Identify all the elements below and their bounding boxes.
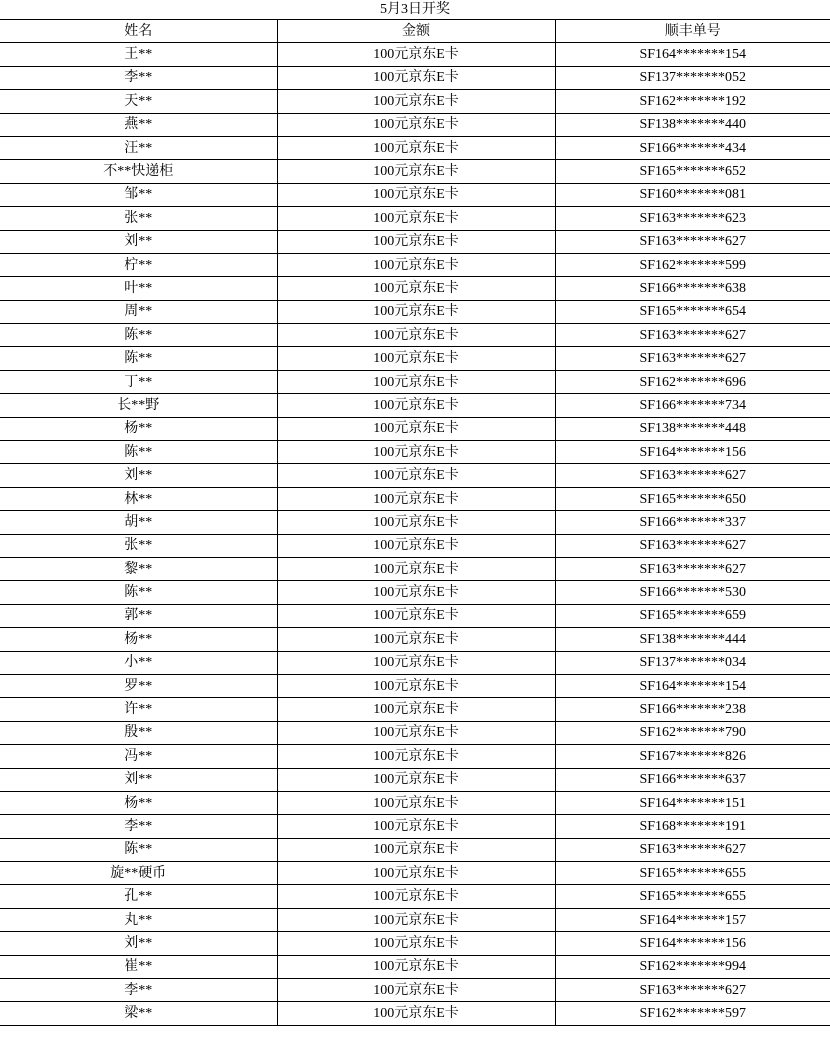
- cell-amount: 100元京东E卡: [277, 487, 555, 510]
- cell-amount: 100元京东E卡: [277, 230, 555, 253]
- column-header-amount: 金额: [277, 20, 555, 43]
- cell-waybill: SF166*******734: [555, 394, 830, 417]
- cell-name: 黎**: [0, 557, 277, 580]
- cell-waybill: SF138*******444: [555, 628, 830, 651]
- table-row: [0, 534, 830, 557]
- cell-waybill: SF164*******151: [555, 791, 830, 814]
- table-row: [0, 136, 830, 159]
- cell-name: 许**: [0, 698, 277, 721]
- cell-waybill: SF162*******790: [555, 721, 830, 744]
- cell-waybill: SF164*******156: [555, 441, 830, 464]
- table-row: [0, 745, 830, 768]
- table-row: [0, 324, 830, 347]
- cell-name: 邹**: [0, 183, 277, 206]
- cell-waybill: SF160*******081: [555, 183, 830, 206]
- cell-name: 陈**: [0, 838, 277, 861]
- cell-amount: 100元京东E卡: [277, 791, 555, 814]
- cell-amount: 100元京东E卡: [277, 698, 555, 721]
- table-row: [0, 1002, 830, 1025]
- cell-name: 丁**: [0, 370, 277, 393]
- table-row: [0, 90, 830, 113]
- cell-amount: 100元京东E卡: [277, 160, 555, 183]
- cell-amount: 100元京东E卡: [277, 721, 555, 744]
- cell-name: 李**: [0, 815, 277, 838]
- cell-name: 丸**: [0, 908, 277, 931]
- cell-waybill: SF163*******627: [555, 464, 830, 487]
- table-row: [0, 394, 830, 417]
- cell-waybill: SF164*******156: [555, 932, 830, 955]
- cell-amount: 100元京东E卡: [277, 43, 555, 66]
- table-row: [0, 721, 830, 744]
- cell-amount: 100元京东E卡: [277, 183, 555, 206]
- table-row: [0, 300, 830, 323]
- cell-waybill: SF166*******238: [555, 698, 830, 721]
- cell-name: 陈**: [0, 441, 277, 464]
- cell-waybill: SF166*******637: [555, 768, 830, 791]
- cell-name: 刘**: [0, 932, 277, 955]
- cell-amount: 100元京东E卡: [277, 955, 555, 978]
- cell-amount: 100元京东E卡: [277, 464, 555, 487]
- cell-waybill: SF162*******597: [555, 1002, 830, 1025]
- cell-amount: 100元京东E卡: [277, 628, 555, 651]
- page-title: 5月3日开奖: [380, 2, 450, 17]
- cell-name: 刘**: [0, 230, 277, 253]
- table-header-row: [0, 20, 830, 43]
- cell-waybill: SF162*******994: [555, 955, 830, 978]
- cell-name: 张**: [0, 207, 277, 230]
- table-row: [0, 277, 830, 300]
- cell-amount: 100元京东E卡: [277, 908, 555, 931]
- cell-name: 周**: [0, 300, 277, 323]
- cell-waybill: SF166*******530: [555, 581, 830, 604]
- cell-name: 旋**硬币: [0, 862, 277, 885]
- table-row: [0, 253, 830, 276]
- cell-amount: 100元京东E卡: [277, 932, 555, 955]
- cell-amount: 100元京东E卡: [277, 90, 555, 113]
- cell-waybill: SF165*******654: [555, 300, 830, 323]
- cell-amount: 100元京东E卡: [277, 253, 555, 276]
- cell-waybill: SF163*******627: [555, 557, 830, 580]
- table-row: [0, 674, 830, 697]
- table-row: [0, 955, 830, 978]
- cell-name: 长**野: [0, 394, 277, 417]
- table-row: [0, 768, 830, 791]
- cell-waybill: SF164*******154: [555, 43, 830, 66]
- cell-amount: 100元京东E卡: [277, 1002, 555, 1025]
- cell-name: 不**快递柜: [0, 160, 277, 183]
- cell-name: 林**: [0, 487, 277, 510]
- cell-waybill: SF165*******655: [555, 862, 830, 885]
- table-body: [0, 43, 830, 1025]
- cell-name: 柠**: [0, 253, 277, 276]
- cell-amount: 100元京东E卡: [277, 979, 555, 1002]
- cell-name: 陈**: [0, 324, 277, 347]
- cell-name: 冯**: [0, 745, 277, 768]
- cell-name: 天**: [0, 90, 277, 113]
- table-row: [0, 113, 830, 136]
- column-header-name: 姓名: [0, 20, 277, 43]
- cell-name: 李**: [0, 66, 277, 89]
- table-row: [0, 43, 830, 66]
- cell-name: 杨**: [0, 417, 277, 440]
- cell-waybill: SF164*******154: [555, 674, 830, 697]
- cell-amount: 100元京东E卡: [277, 581, 555, 604]
- cell-amount: 100元京东E卡: [277, 136, 555, 159]
- cell-amount: 100元京东E卡: [277, 815, 555, 838]
- cell-amount: 100元京东E卡: [277, 441, 555, 464]
- cell-waybill: SF138*******448: [555, 417, 830, 440]
- cell-waybill: SF163*******627: [555, 979, 830, 1002]
- cell-name: 郭**: [0, 604, 277, 627]
- cell-waybill: SF163*******627: [555, 347, 830, 370]
- cell-amount: 100元京东E卡: [277, 207, 555, 230]
- cell-amount: 100元京东E卡: [277, 838, 555, 861]
- cell-amount: 100元京东E卡: [277, 394, 555, 417]
- cell-name: 张**: [0, 534, 277, 557]
- cell-waybill: SF163*******627: [555, 534, 830, 557]
- table-row: [0, 932, 830, 955]
- table-row: [0, 207, 830, 230]
- cell-amount: 100元京东E卡: [277, 745, 555, 768]
- table-row: [0, 604, 830, 627]
- cell-waybill: SF163*******627: [555, 230, 830, 253]
- table-row: [0, 441, 830, 464]
- cell-waybill: SF162*******192: [555, 90, 830, 113]
- table-row: [0, 160, 830, 183]
- cell-waybill: SF163*******623: [555, 207, 830, 230]
- cell-amount: 100元京东E卡: [277, 557, 555, 580]
- cell-amount: 100元京东E卡: [277, 417, 555, 440]
- cell-waybill: SF165*******650: [555, 487, 830, 510]
- table-row: [0, 862, 830, 885]
- cell-amount: 100元京东E卡: [277, 651, 555, 674]
- table-row: [0, 347, 830, 370]
- cell-amount: 100元京东E卡: [277, 113, 555, 136]
- cell-amount: 100元京东E卡: [277, 511, 555, 534]
- cell-amount: 100元京东E卡: [277, 347, 555, 370]
- cell-name: 罗**: [0, 674, 277, 697]
- cell-amount: 100元京东E卡: [277, 370, 555, 393]
- cell-amount: 100元京东E卡: [277, 534, 555, 557]
- table-row: [0, 838, 830, 861]
- cell-name: 刘**: [0, 464, 277, 487]
- cell-waybill: SF138*******440: [555, 113, 830, 136]
- cell-waybill: SF137*******034: [555, 651, 830, 674]
- table-row: [0, 183, 830, 206]
- cell-name: 汪**: [0, 136, 277, 159]
- cell-name: 胡**: [0, 511, 277, 534]
- cell-waybill: SF165*******652: [555, 160, 830, 183]
- table-row: [0, 66, 830, 89]
- cell-amount: 100元京东E卡: [277, 885, 555, 908]
- table-row: [0, 557, 830, 580]
- table-row: [0, 230, 830, 253]
- cell-name: 陈**: [0, 581, 277, 604]
- cell-name: 李**: [0, 979, 277, 1002]
- cell-name: 小**: [0, 651, 277, 674]
- table-row: [0, 885, 830, 908]
- cell-waybill: SF164*******157: [555, 908, 830, 931]
- cell-amount: 100元京东E卡: [277, 604, 555, 627]
- cell-name: 刘**: [0, 768, 277, 791]
- cell-waybill: SF162*******599: [555, 253, 830, 276]
- cell-amount: 100元京东E卡: [277, 324, 555, 347]
- table-row: [0, 815, 830, 838]
- cell-waybill: SF167*******826: [555, 745, 830, 768]
- table-row: [0, 628, 830, 651]
- cell-waybill: SF166*******337: [555, 511, 830, 534]
- cell-name: 叶**: [0, 277, 277, 300]
- cell-amount: 100元京东E卡: [277, 768, 555, 791]
- cell-name: 殷**: [0, 721, 277, 744]
- cell-waybill: SF165*******659: [555, 604, 830, 627]
- cell-amount: 100元京东E卡: [277, 674, 555, 697]
- table-row: [0, 511, 830, 534]
- table-row: [0, 464, 830, 487]
- column-header-waybill: 顺丰单号: [555, 20, 830, 43]
- cell-amount: 100元京东E卡: [277, 277, 555, 300]
- cell-amount: 100元京东E卡: [277, 300, 555, 323]
- cell-name: 燕**: [0, 113, 277, 136]
- winners-table: [0, 19, 830, 1026]
- cell-waybill: SF166*******638: [555, 277, 830, 300]
- table-row: [0, 651, 830, 674]
- table-row: [0, 908, 830, 931]
- table-row: [0, 698, 830, 721]
- table-row: [0, 370, 830, 393]
- table-row: [0, 417, 830, 440]
- table-row: [0, 979, 830, 1002]
- cell-waybill: SF165*******655: [555, 885, 830, 908]
- cell-name: 孔**: [0, 885, 277, 908]
- cell-waybill: SF163*******627: [555, 838, 830, 861]
- table-row: [0, 791, 830, 814]
- cell-name: 陈**: [0, 347, 277, 370]
- cell-name: 杨**: [0, 791, 277, 814]
- cell-name: 王**: [0, 43, 277, 66]
- cell-amount: 100元京东E卡: [277, 862, 555, 885]
- table-row: [0, 487, 830, 510]
- cell-waybill: SF137*******052: [555, 66, 830, 89]
- cell-waybill: SF168*******191: [555, 815, 830, 838]
- cell-amount: 100元京东E卡: [277, 66, 555, 89]
- cell-waybill: SF162*******696: [555, 370, 830, 393]
- cell-waybill: SF166*******434: [555, 136, 830, 159]
- cell-waybill: SF163*******627: [555, 324, 830, 347]
- cell-name: 杨**: [0, 628, 277, 651]
- cell-name: 梁**: [0, 1002, 277, 1025]
- table-row: [0, 581, 830, 604]
- cell-name: 崔**: [0, 955, 277, 978]
